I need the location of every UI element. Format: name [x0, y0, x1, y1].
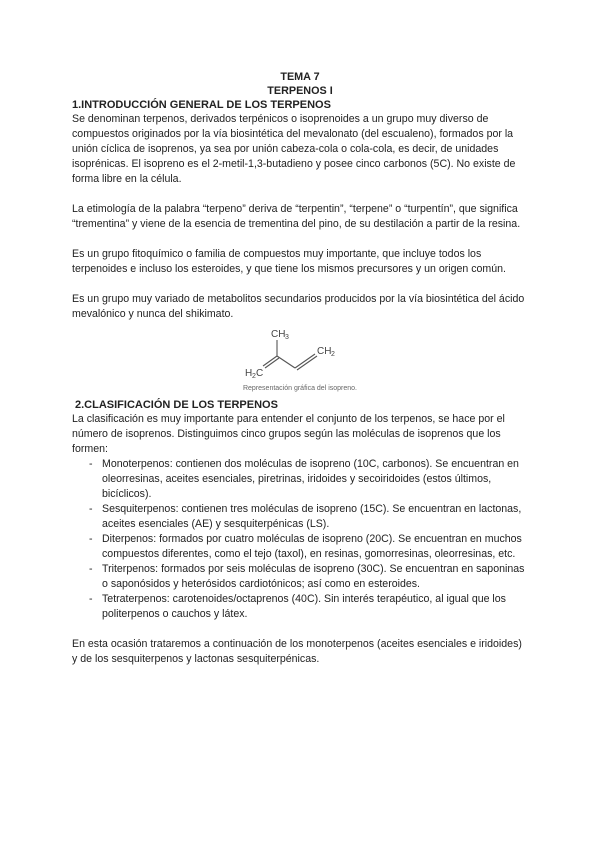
ch3-subscript: 3 — [285, 334, 289, 341]
paragraph-2: La etimología de la palabra “terpeno” deriva de “terpentin”, “terpene” o “turpentín”, que significa “trementina” y viene de la esencia de trementina del pino, de su destilación a partir de la resina. — [72, 203, 521, 230]
paragraph-1: Se denominan terpenos, derivados terpénicos o isoprenoides a un grupo muy diverso de compuestos originados por la vía biosintética del mevalonato (del escualeno), formados por la unión cíclica de isoprenos, ya sea por unión cabeza-cola o cola-cola, es decir, de unidades isoprénicas. El isopreno es el 2-metil-1,3-butadieno y posee cinco carbonos (5C). No existe de forma libre en la célula. — [72, 113, 516, 185]
figure-caption: Representación gráfica del isopreno. — [242, 385, 357, 392]
isoprene-structure-icon — [245, 326, 355, 382]
ch2-right-label: CH — [317, 346, 332, 357]
h2c-carbon: C — [256, 368, 264, 379]
list-item: - Monoterpenos: contienen dos moléculas de isopreno (10C, carbonos). Se encuentran en oleorresinas, aceites esenciales, piretrinas, iridoides y secoiridoides (estos últimos, bicíclicos). — [89, 457, 528, 502]
isoprene-figure — [72, 326, 528, 393]
document-page — [72, 70, 528, 667]
ch3-label: CH — [271, 329, 286, 340]
paragraph-3: Es un grupo fitoquímico o familia de compuestos muy importante, que incluye todos los terpenoides e incluso los esteroides, y que tiene los mismos precursores y un origen común. — [72, 248, 506, 275]
section2-intro: La clasificación es muy importante para entender el conjunto de los terpenos, se hace por el número de isoprenos. Distinguimos cinco grupos según las moléculas de isoprenos que los formen: — [72, 413, 505, 455]
list-item: - Triterpenos: formados por seis moléculas de isopreno (30C). Se encuentran en saponinas o saponósidos y heterósidos cardiotónicos; así como en esteroides. — [89, 562, 528, 592]
h2c-subscript: 2 — [252, 373, 256, 380]
list-item: - Tetraterpenos: carotenoides/octaprenos (40C). Sin interés terapéutico, al igual que los politerpenos o cauchos y látex. — [89, 592, 528, 622]
paragraph-4: Es un grupo muy variado de metabolitos secundarios producidos por la vía biosintética del ácido mevalónico y nunca del shikimato. — [72, 293, 525, 320]
list-item: - Diterpenos: formados por cuatro moléculas de isopreno (20C). Se encuentran en muchos compuestos diferentes, como el tejo (taxol), en resinas, gomorresinas, oleorresinas, etc. — [89, 532, 528, 562]
section2-heading: 2.CLASIFICACIÓN DE LOS TERPENOS — [75, 399, 278, 411]
closing-paragraph: En esta ocasión trataremos a continuación de los monoterpenos (aceites esenciales e iridoides) y de los sesquiterpenos y lactonas sesquiterpénicas. — [72, 638, 522, 665]
classification-list — [72, 457, 528, 622]
h2c-label: H — [245, 368, 253, 379]
list-item: - Sesquiterpenos: contienen tres moléculas de isopreno (15C). Se encuentran en lactonas, aceites esenciales (AE) y sesquiterpénicas (LS). — [89, 502, 528, 532]
section1-heading: 1.INTRODUCCIÓN GENERAL DE LOS TERPENOS — [72, 99, 331, 111]
subtitle: TERPENOS I — [267, 85, 333, 97]
ch2-right-subscript: 2 — [331, 351, 335, 358]
tema-title: TEMA 7 — [280, 71, 320, 83]
